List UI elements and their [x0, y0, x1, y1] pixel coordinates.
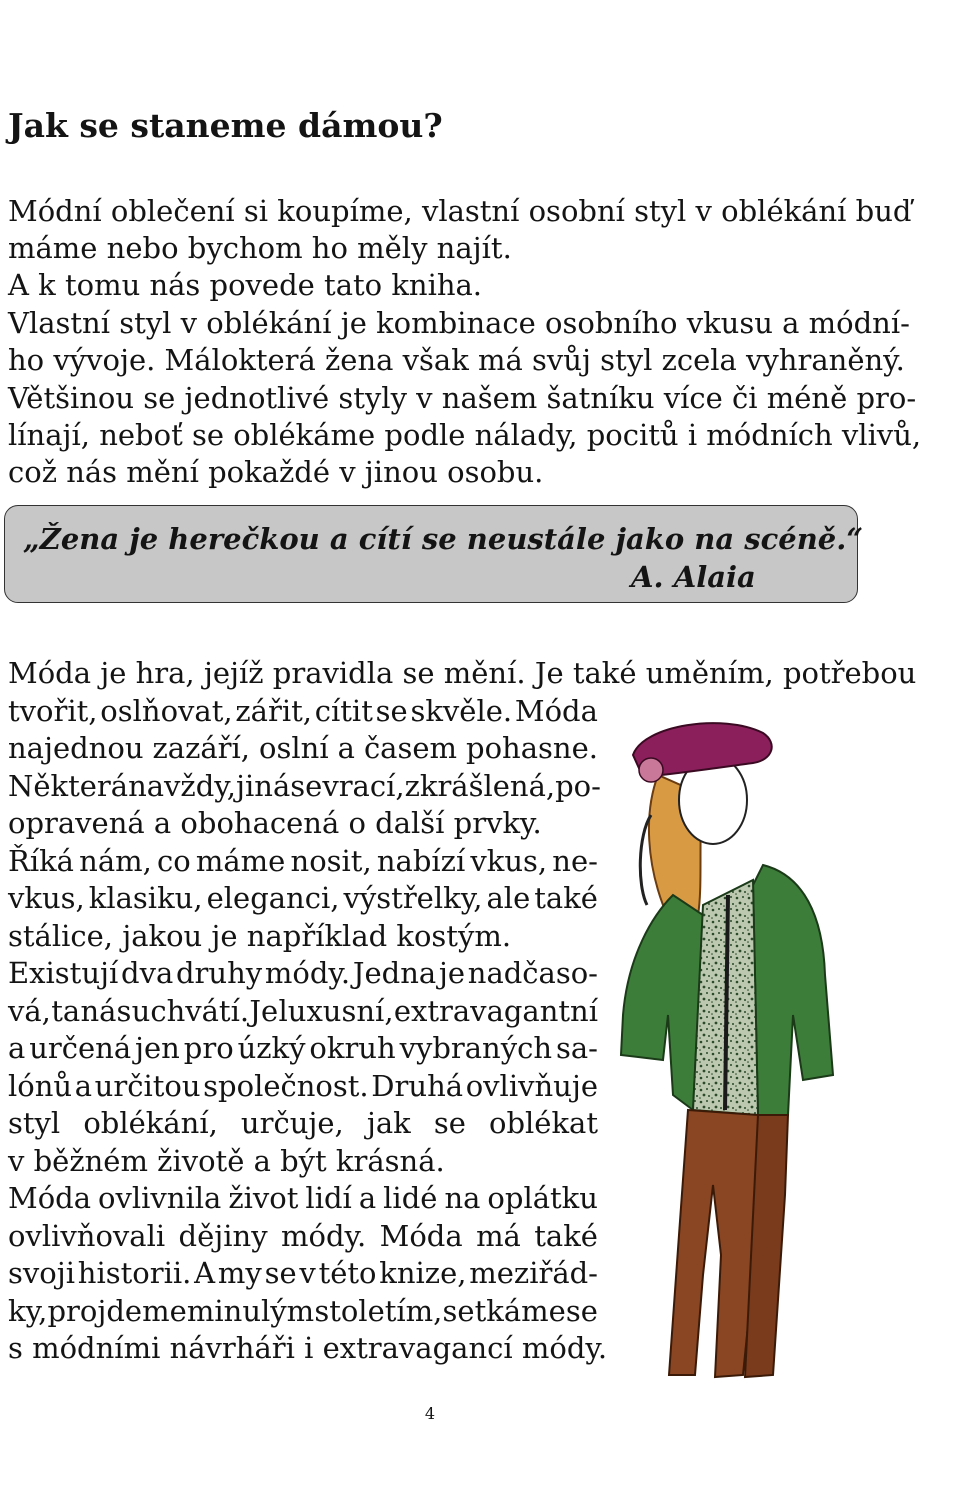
word: Je: [249, 994, 279, 1028]
body-line: [8, 769, 601, 803]
word: A: [194, 1256, 216, 1290]
word: zazáří,: [152, 731, 251, 765]
word: druhy: [175, 956, 263, 990]
word: jen: [135, 1031, 180, 1065]
page-number: 4: [424, 1404, 436, 1423]
word: také: [534, 1219, 598, 1253]
word: ovlivňovali: [8, 1219, 166, 1253]
body-line: [8, 1219, 598, 1253]
word: Druhá: [371, 1069, 464, 1103]
body-line: s módními návrháři i extravagancí módy.: [8, 1331, 608, 1365]
word: se: [433, 1106, 466, 1140]
body-line: [8, 1181, 598, 1215]
body-line: [8, 956, 598, 990]
word: najednou: [8, 731, 144, 765]
body-line: [8, 1256, 598, 1290]
word: Existují: [8, 956, 119, 990]
word: luxusní,: [278, 994, 394, 1028]
word: je: [438, 956, 466, 990]
word: určuje,: [240, 1106, 344, 1140]
word: eleganci,: [206, 881, 340, 915]
word: sa-: [555, 1031, 598, 1065]
word: časem: [363, 731, 458, 765]
word: v: [299, 1256, 316, 1290]
word: ta: [51, 994, 81, 1028]
quote-text: „Žena je herečkou a cítí se neustále jako na scéně.“: [23, 522, 864, 556]
word: se: [565, 1294, 598, 1328]
word: oslňovat,: [100, 694, 233, 728]
word: úzký: [237, 1031, 306, 1065]
word: Říká: [8, 844, 74, 878]
word: vkus,: [470, 844, 548, 878]
intro-line: A k tomu nás povede tato kniha.: [8, 268, 483, 302]
word: uchvátí.: [131, 994, 250, 1028]
word: výstřelky,: [343, 881, 483, 915]
word: svoji: [8, 1256, 75, 1290]
word: Jedna: [352, 956, 437, 990]
word: extravagantní: [393, 994, 598, 1028]
word: historii.: [77, 1256, 192, 1290]
intro-line: Vlastní styl v oblékání je kombinace osobního vkusu a módní-: [8, 306, 910, 340]
word: ne-: [552, 844, 598, 878]
word: pohasne.: [466, 731, 598, 765]
word: společnost.: [203, 1069, 369, 1103]
intro-line: ho vývoje. Málokterá žena však má svůj styl zcela vyhraněný.: [8, 343, 905, 377]
word: ovlivnila: [98, 1181, 222, 1215]
body-line: [8, 1106, 598, 1140]
word: módy.: [264, 956, 351, 990]
word: a: [74, 1069, 93, 1103]
body-line: v běžném životě a být krásná.: [8, 1144, 445, 1178]
word: tvořit,: [8, 694, 98, 728]
intro-line: což nás mění pokaždé v jinou osobu.: [8, 455, 544, 489]
word: této: [318, 1256, 377, 1290]
word: máme: [195, 844, 286, 878]
word: klasiku,: [88, 881, 203, 915]
body-line: [8, 694, 598, 728]
word: také: [534, 881, 598, 915]
word: a: [337, 731, 355, 765]
word: ky,: [8, 1294, 48, 1328]
word: se: [375, 694, 408, 728]
word: oslní: [259, 731, 329, 765]
word: cítit: [314, 694, 373, 728]
word: Móda: [379, 1219, 463, 1253]
word: se: [290, 769, 323, 803]
word: vá,: [8, 994, 51, 1028]
word: zkrášlená,: [404, 769, 556, 803]
body-line: [8, 1294, 598, 1328]
word: nás: [80, 994, 132, 1028]
body-line: [8, 1031, 598, 1065]
word: ovlivňuje: [465, 1069, 598, 1103]
word: po-: [555, 769, 601, 803]
intro-line: Módní oblečení si koupíme, vlastní osobní styl v oblékání buď: [8, 194, 912, 228]
word: projdeme: [47, 1294, 187, 1328]
word: Některá: [8, 769, 129, 803]
word: styl: [8, 1106, 61, 1140]
word: má: [476, 1219, 521, 1253]
word: lidí: [305, 1181, 352, 1215]
word: meziřád-: [469, 1256, 598, 1290]
word: lidé: [383, 1181, 438, 1215]
word: navždy,: [128, 769, 237, 803]
word: se: [264, 1256, 297, 1290]
word: život: [228, 1181, 299, 1215]
word: lónů: [8, 1069, 73, 1103]
word: určená: [29, 1031, 132, 1065]
word: oblékání,: [83, 1106, 218, 1140]
word: Móda: [8, 1181, 92, 1215]
word: nám,: [79, 844, 152, 878]
word: setkáme: [442, 1294, 566, 1328]
word: určitou: [94, 1069, 201, 1103]
quote-box: [4, 505, 864, 603]
word: nadčaso-: [467, 956, 598, 990]
intro-line: línají, neboť se oblékáme podle nálady, pocitů i módních vlivů,: [8, 418, 922, 452]
word: oblékat: [489, 1106, 598, 1140]
word: vkus,: [8, 881, 85, 915]
word: okruh: [309, 1031, 396, 1065]
word: nabízí: [376, 844, 466, 878]
word: nosit,: [290, 844, 372, 878]
word: jiná: [236, 769, 291, 803]
word: pro: [183, 1031, 234, 1065]
body-line: [8, 731, 598, 765]
body-line: [8, 881, 598, 915]
word: oplátku: [487, 1181, 598, 1215]
word: na: [444, 1181, 481, 1215]
body-line: [8, 844, 598, 878]
word: vrací,: [322, 769, 405, 803]
word: knize,: [379, 1256, 467, 1290]
word: dějiny: [178, 1219, 268, 1253]
body-line: [8, 1069, 598, 1103]
fashion-sketch-woman-icon: [603, 715, 861, 1397]
word: a: [358, 1181, 377, 1215]
word: my: [217, 1256, 262, 1290]
word: Móda: [514, 694, 598, 728]
body-line: [8, 994, 598, 1028]
word: co: [157, 844, 191, 878]
intro-line: Většinou se jednotlivé styly v našem šatníku více či méně pro-: [8, 381, 917, 415]
word: vybraných: [399, 1031, 553, 1065]
word: a: [8, 1031, 26, 1065]
body-line: opravená a obohacená o další prvky.: [8, 806, 542, 840]
word: minulým: [186, 1294, 315, 1328]
body-line: stálice, jakou je například kostým.: [8, 919, 512, 953]
word: módy.: [280, 1219, 367, 1253]
word: jak: [366, 1106, 411, 1140]
word: stoletím,: [314, 1294, 443, 1328]
word: skvěle.: [410, 694, 513, 728]
body-line: Móda je hra, jejíž pravidla se mění. Je také uměním, potřebou: [8, 656, 917, 690]
quote-author: A. Alaia: [631, 560, 756, 594]
page-title: Jak se staneme dámou?: [8, 106, 443, 145]
word: dva: [121, 956, 174, 990]
word: ale: [486, 881, 531, 915]
word: zářit,: [235, 694, 312, 728]
intro-line: máme nebo bychom ho měly najít.: [8, 231, 512, 265]
